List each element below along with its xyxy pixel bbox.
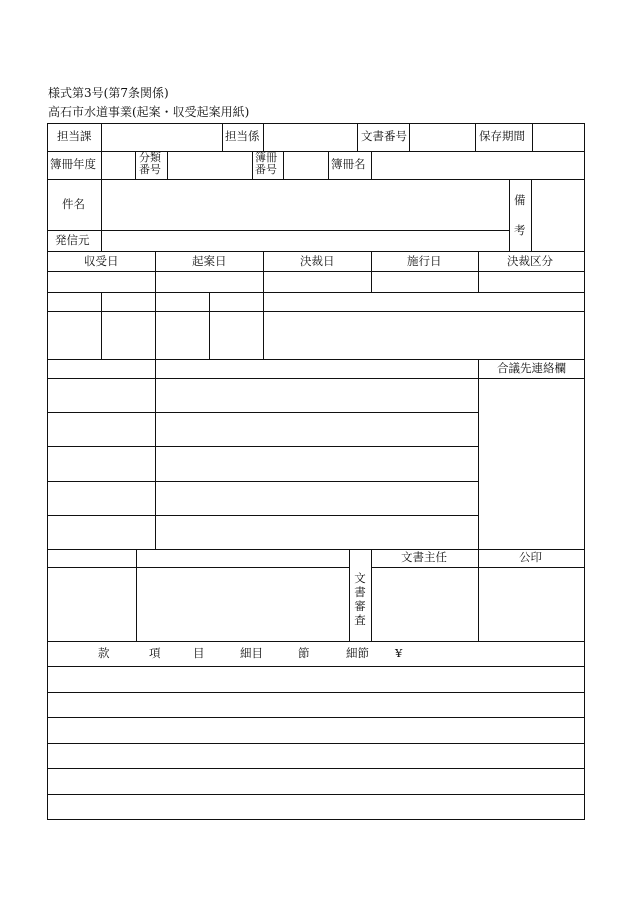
bunsho-bango-label: 文書番号 [361,129,407,143]
bunsho-shinsa-label: 文書審査 [354,571,366,627]
consult-row-field[interactable] [155,446,478,481]
form-number: 様式第3号(第7条関係) [48,86,169,100]
consult-row-field[interactable] [155,378,478,412]
bosatsu-nendo-field[interactable] [101,151,135,179]
budget-row[interactable] [47,743,585,768]
consult-header-mid[interactable] [155,359,478,378]
kessai-kubun-field[interactable] [478,271,585,292]
consult-row-field[interactable] [155,515,478,549]
stamp-box[interactable] [209,311,263,359]
review-box-left[interactable] [47,567,136,641]
shiko-bi-label: 施行日 [407,254,442,268]
budget-moku-label: 目 [193,646,205,660]
budget-yen-label: ¥ [395,646,403,660]
kenmei-field[interactable] [101,179,509,230]
review-box-mid[interactable] [136,567,349,641]
bosatsu-bango-label: 簿冊 番号 [255,151,277,176]
shuju-bi-field[interactable] [47,271,155,292]
bosatsu-mei-label: 簿冊名 [331,157,366,171]
stamp-header-cell[interactable] [101,292,155,311]
hozon-kikan-field[interactable] [532,123,585,151]
tanto-ka-label: 担当課 [57,129,92,143]
stamp-box[interactable] [101,311,155,359]
bunrui-bango-field[interactable] [167,151,252,179]
stamp-box[interactable] [263,311,585,359]
consult-row-label[interactable] [47,446,155,481]
biko-field[interactable] [531,179,585,251]
review-header-left[interactable] [47,549,136,567]
budget-setsu-label: 節 [298,646,310,660]
bunsho-shunin-label: 文書主任 [401,550,447,564]
kian-bi-label: 起案日 [192,254,227,268]
stamp-header-cell[interactable] [47,292,101,311]
budget-kan-label: 款 [98,646,110,660]
bosatsu-bango-field[interactable] [283,151,328,179]
biko-label-2: 考 [514,223,526,237]
budget-row[interactable] [47,666,585,692]
consult-row-label[interactable] [47,378,155,412]
hozon-kikan-label: 保存期間 [479,129,525,143]
consult-row-label[interactable] [47,412,155,446]
hasshinmoto-field[interactable] [101,230,509,251]
bunsho-shunin-field[interactable] [371,567,478,641]
shuju-bi-label: 収受日 [84,254,119,268]
biko-label-cell [509,179,531,251]
stamp-box[interactable] [155,311,209,359]
hasshinmoto-label: 発信元 [55,233,90,247]
stamp-header-cell[interactable] [155,292,209,311]
budget-row[interactable] [47,692,585,717]
budget-header-row [47,641,585,666]
budget-row[interactable] [47,768,585,794]
koin-label: 公印 [519,550,542,564]
review-header-mid[interactable] [136,549,349,567]
stamp-header-cell[interactable] [263,292,585,311]
tanto-ka-field[interactable] [101,123,222,151]
budget-row[interactable] [47,794,585,820]
kian-bi-field[interactable] [155,271,263,292]
koin-field[interactable] [478,567,585,641]
consult-header-left[interactable] [47,359,155,378]
bosatsu-mei-field[interactable] [371,151,585,179]
biko-label-1: 備 [514,193,526,207]
gigi-renraku-field[interactable] [478,378,585,549]
consult-row-label[interactable] [47,515,155,549]
kenmei-label: 件名 [62,197,85,211]
kessai-bi-field[interactable] [263,271,371,292]
budget-ko-label: 項 [149,646,161,660]
stamp-header-cell[interactable] [209,292,263,311]
tanto-kakari-field[interactable] [263,123,357,151]
consult-row-field[interactable] [155,481,478,515]
stamp-box[interactable] [47,311,101,359]
tanto-kakari-label: 担当係 [225,129,260,143]
shiko-bi-field[interactable] [371,271,478,292]
bunrui-bango-label: 分類 番号 [139,151,161,176]
gigi-renraku-label: 合議先連絡欄 [497,361,566,375]
budget-saimoku-label: 細目 [240,646,263,660]
kessai-bi-label: 決裁日 [300,254,335,268]
bunsho-bango-field[interactable] [409,123,475,151]
bosatsu-nendo-label: 簿冊年度 [50,157,96,171]
budget-row[interactable] [47,717,585,743]
budget-saisetsu-label: 細節 [346,646,369,660]
consult-row-label[interactable] [47,481,155,515]
kessai-kubun-label: 決裁区分 [507,254,553,268]
consult-row-field[interactable] [155,412,478,446]
form-title: 高石市水道事業(起案・収受起案用紙) [48,105,250,119]
